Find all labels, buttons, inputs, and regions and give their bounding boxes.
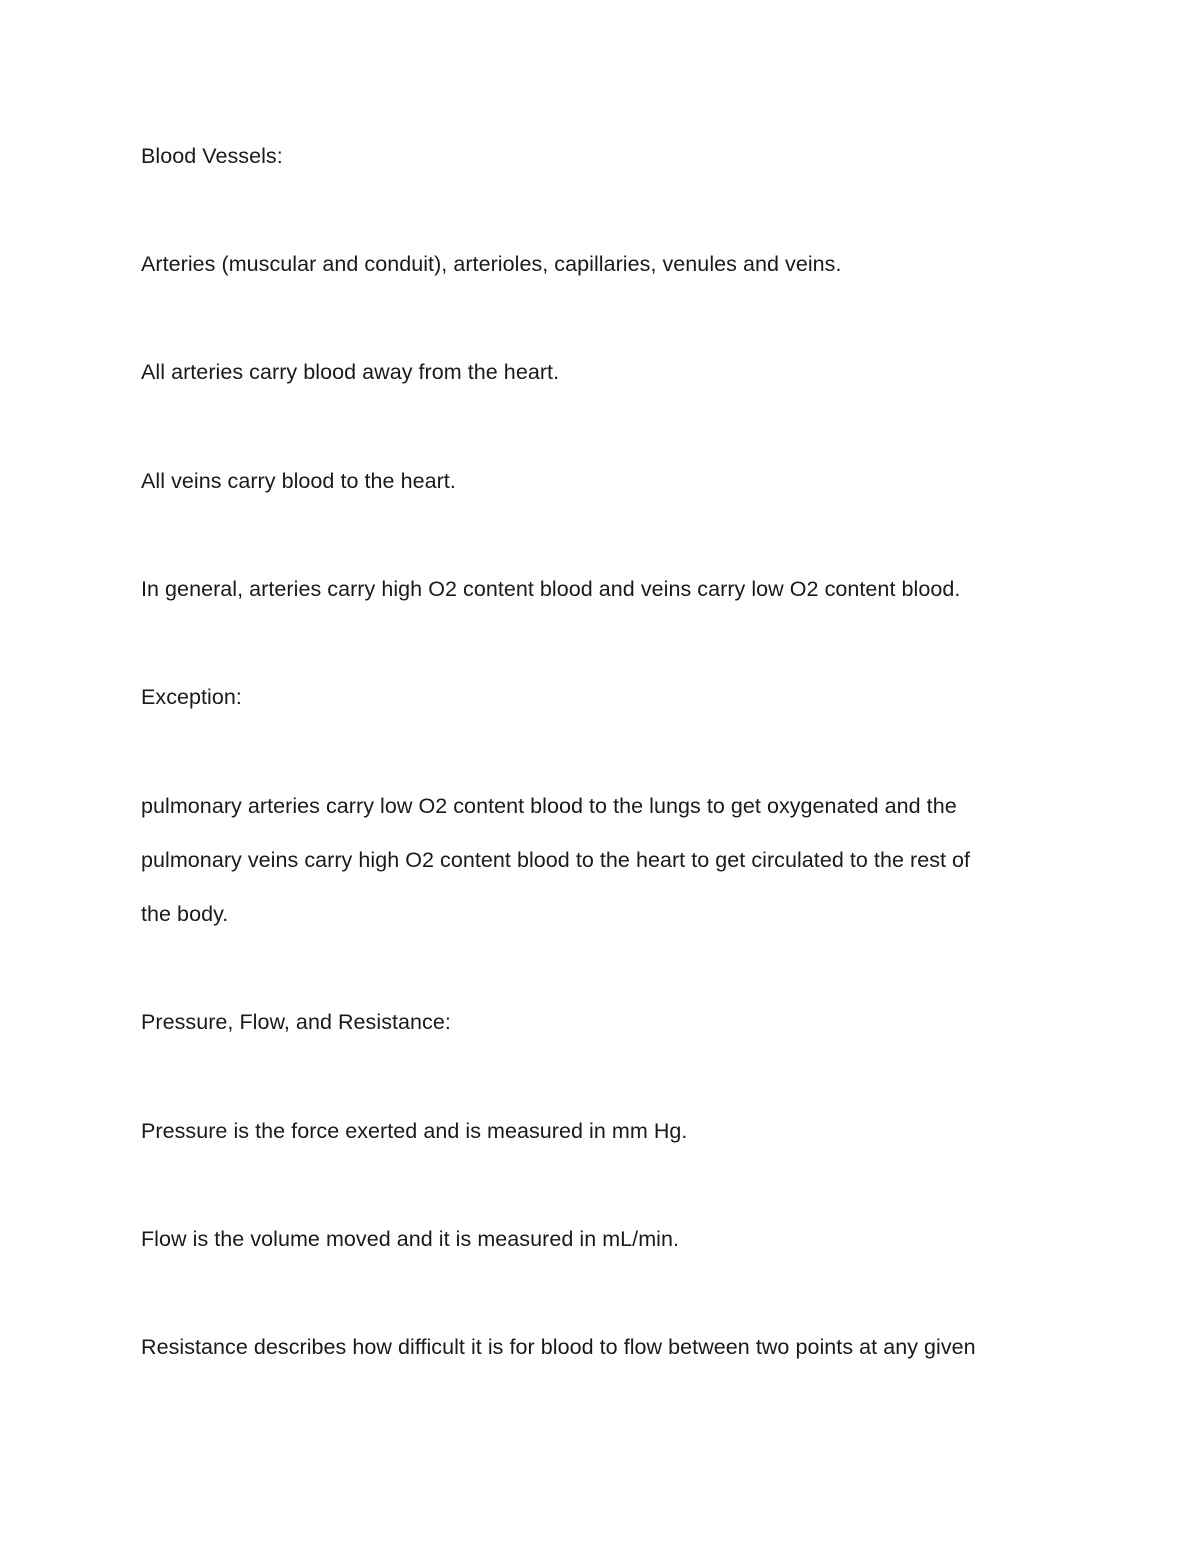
heading-pressure-flow-resistance: Pressure, Flow, and Resistance: (141, 1010, 451, 1034)
paragraph-pulmonary-line-2: pulmonary veins carry high O2 content blood to the heart to get circulated to the rest of (141, 848, 971, 872)
paragraph-oxygen-content: In general, arteries carry high O2 content blood and veins carry low O2 content blood. (141, 577, 961, 601)
paragraph-veins: All veins carry blood to the heart. (141, 469, 456, 493)
paragraph-vessel-types: Arteries (muscular and conduit), arterioles, capillaries, venules and veins. (141, 252, 842, 276)
heading-exception: Exception: (141, 685, 242, 709)
paragraph-resistance: Resistance describes how difficult it is for blood to flow between two points at any given (141, 1335, 976, 1359)
paragraph-arteries: All arteries carry blood away from the heart. (141, 360, 560, 384)
paragraph-flow: Flow is the volume moved and it is measured in mL/min. (141, 1227, 680, 1251)
paragraph-pulmonary-line-3: the body. (141, 902, 229, 926)
heading-blood-vessels: Blood Vessels: (141, 144, 283, 168)
paragraph-pressure: Pressure is the force exerted and is measured in mm Hg. (141, 1119, 688, 1143)
paragraph-pulmonary-line-1: pulmonary arteries carry low O2 content blood to the lungs to get oxygenated and the (141, 794, 957, 818)
